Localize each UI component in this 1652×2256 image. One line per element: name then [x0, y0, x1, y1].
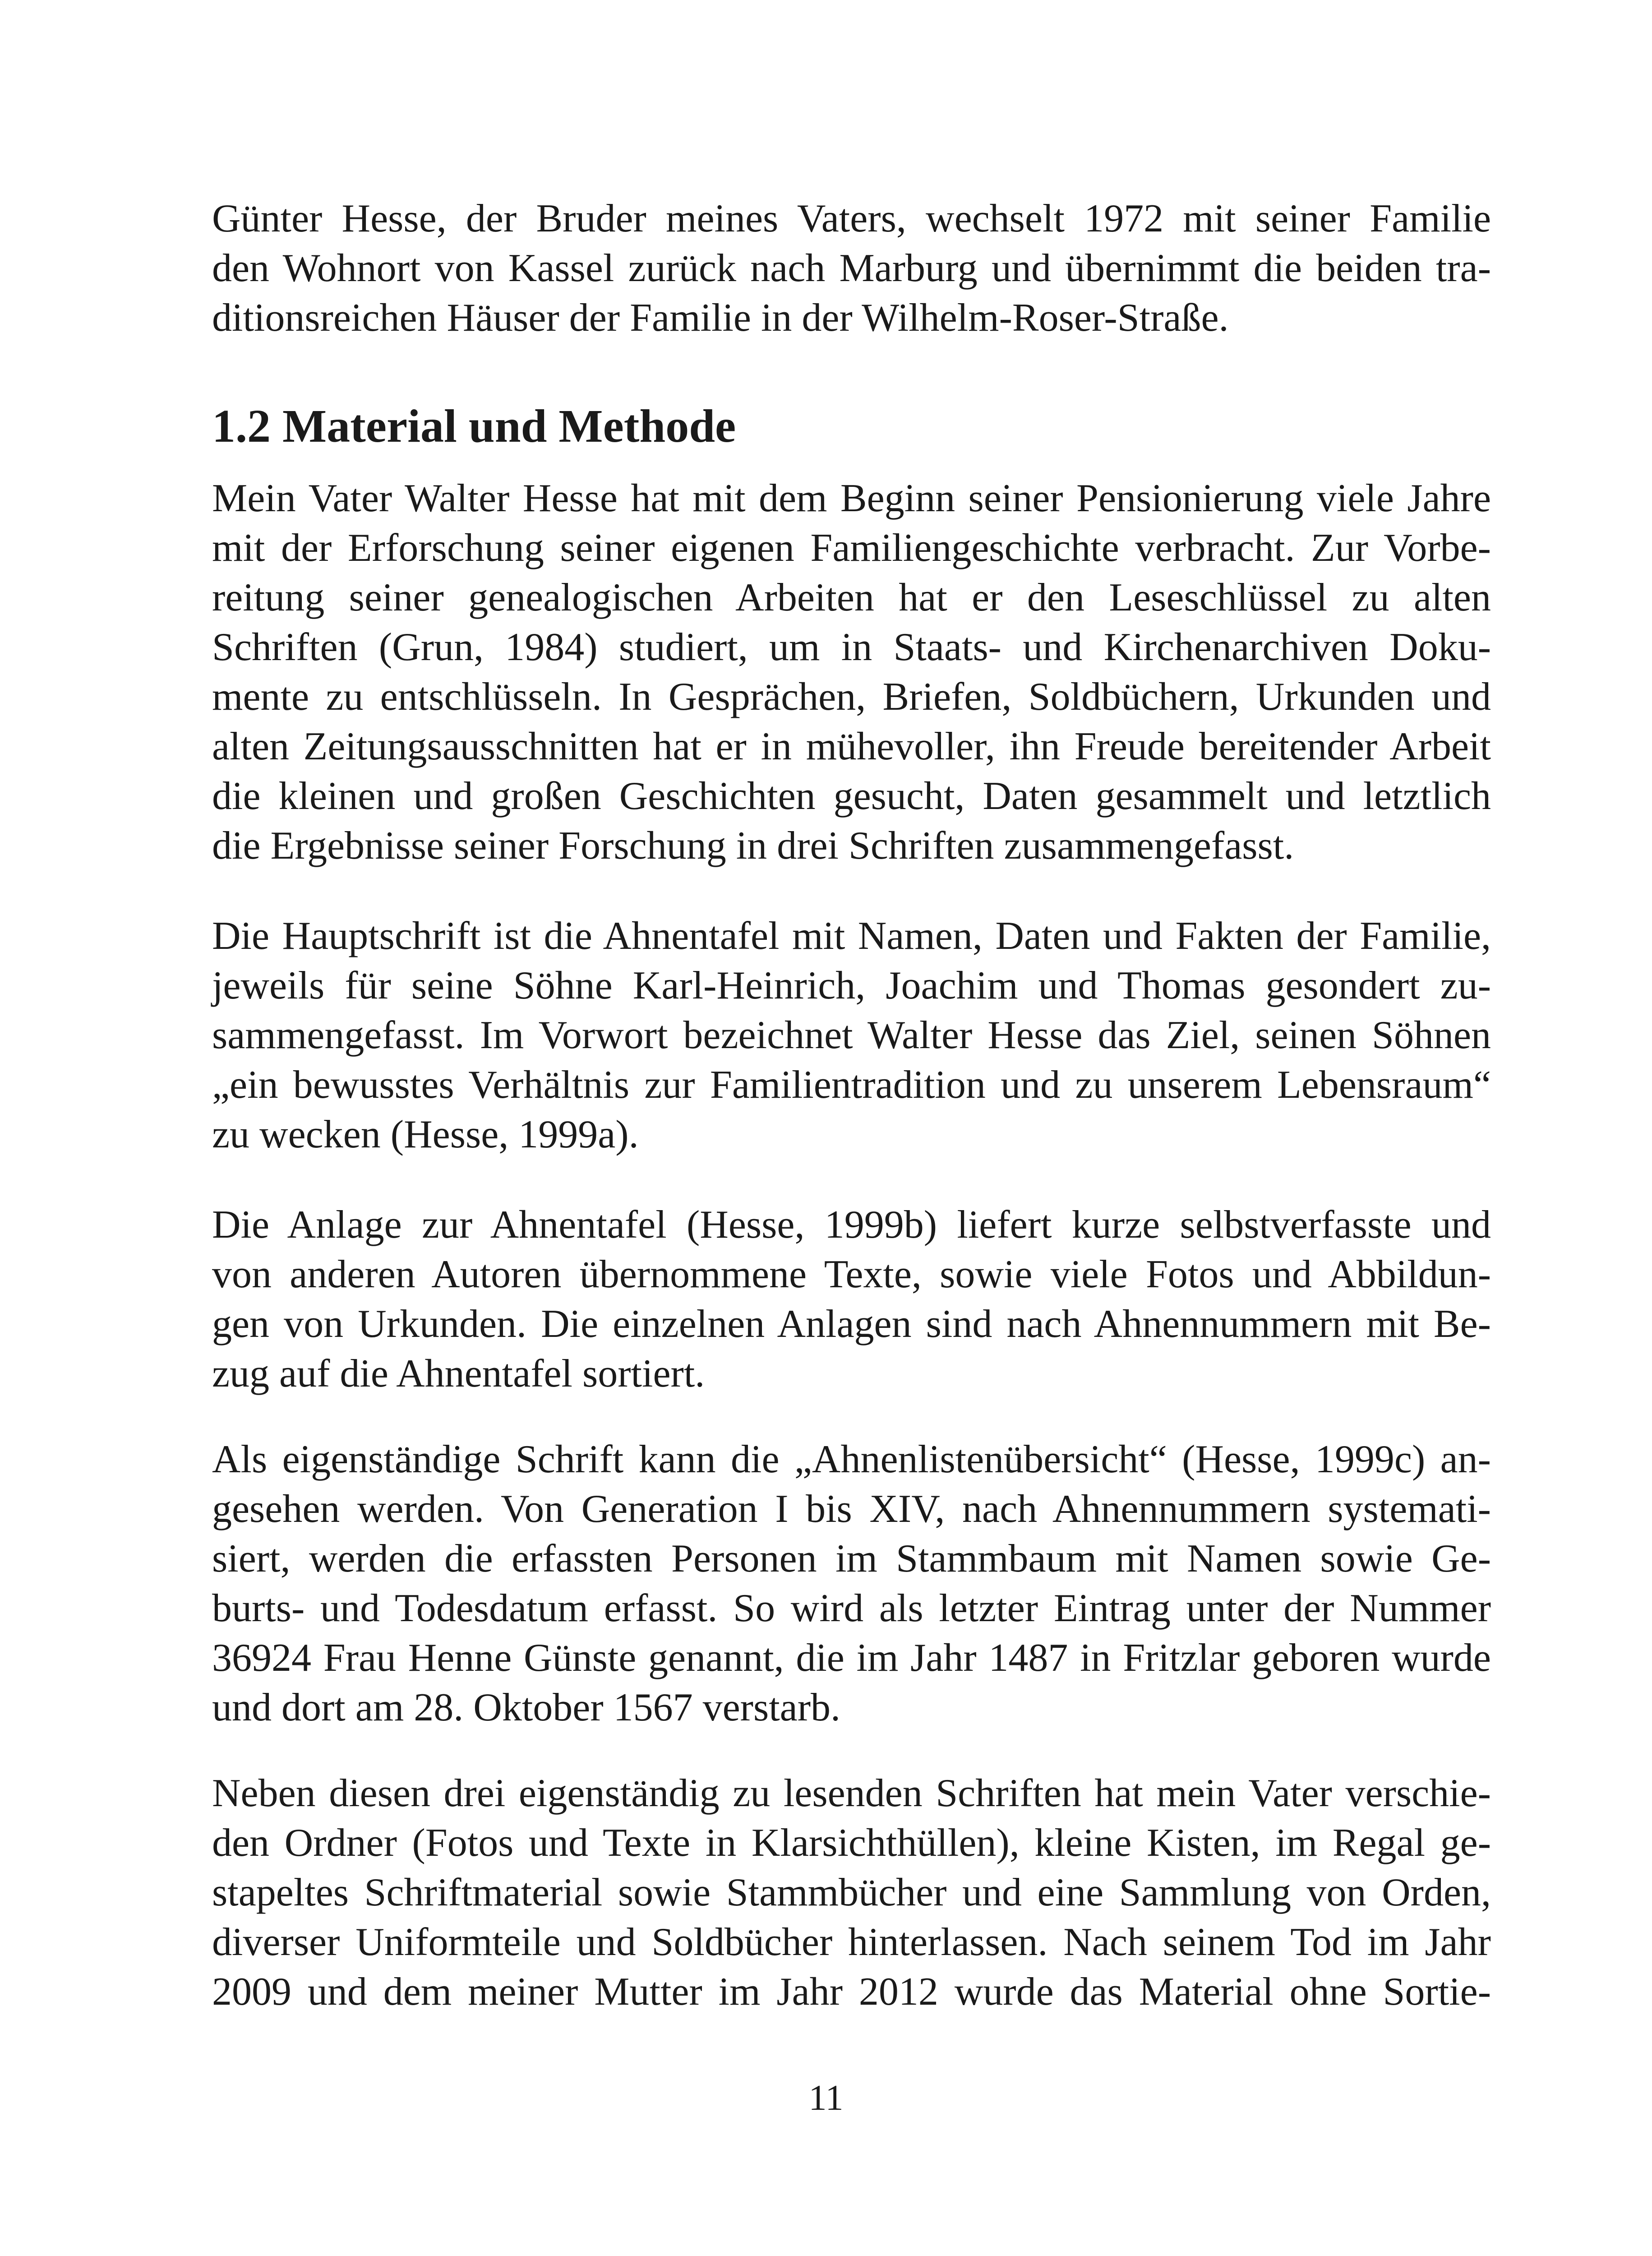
text-line: burts- und Todesdatum erfasst. So wird als letzter Eintrag unter der Nummer	[212, 1586, 1491, 1630]
text-line: ditionsreichen Häuser der Familie in der Wilhelm-Roser-Straße.	[212, 296, 1229, 340]
text-line: Mein Vater Walter Hesse hat mit dem Beginn seiner Pensionierung viele Jahre	[212, 476, 1491, 520]
text-line: Neben diesen drei eigenständig zu lesenden Schriften hat mein Vater verschie-	[212, 1771, 1491, 1815]
text-line: gen von Urkunden. Die einzelnen Anlagen sind nach Ahnennummern mit Be-	[212, 1302, 1491, 1346]
text-line: 2009 und dem meiner Mutter im Jahr 2012 wurde das Material ohne Sortie-	[212, 1970, 1491, 2014]
paragraph-2	[212, 911, 1491, 1160]
text-line: „ein bewusstes Verhältnis zur Familientradition und zu unserem Lebensraum“	[212, 1063, 1491, 1107]
text-line: alten Zeitungsausschnitten hat er in mühevoller, ihn Freude bereitender Arbeit	[212, 725, 1491, 768]
text-line: gesehen werden. Von Generation I bis XIV, nach Ahnennummern systemati-	[212, 1487, 1491, 1531]
text-line: die kleinen und großen Geschichten gesucht, Daten gesammelt und letztlich	[212, 774, 1491, 818]
section-heading: 1.2 Material und Methode	[212, 400, 736, 452]
text-line: den Wohnort von Kassel zurück nach Marburg und übernimmt die beiden tra-	[212, 246, 1491, 290]
text-line: stapeltes Schriftmaterial sowie Stammbücher und eine Sammlung von Orden,	[212, 1871, 1491, 1914]
paragraph-5	[212, 1769, 1491, 2017]
text-line: den Ordner (Fotos und Texte in Klarsichthüllen), kleine Kisten, im Regal ge-	[212, 1821, 1491, 1865]
text-line: mit der Erforschung seiner eigenen Familiengeschichte verbracht. Zur Vorbe-	[212, 526, 1491, 570]
text-line: siert, werden die erfassten Personen im Stammbaum mit Namen sowie Ge-	[212, 1537, 1491, 1581]
text-line: Als eigenständige Schrift kann die „Ahnenlistenübersicht“ (Hesse, 1999c) an-	[212, 1438, 1491, 1481]
text-line: Die Hauptschrift ist die Ahnentafel mit Namen, Daten und Fakten der Familie,	[212, 914, 1491, 958]
text-line: 36924 Frau Henne Günste genannt, die im Jahr 1487 in Fritzlar geboren wurde	[212, 1636, 1491, 1680]
paragraph-4	[212, 1435, 1491, 1733]
text-line: reitung seiner genealogischen Arbeiten hat er den Leseschlüssel zu alten	[212, 576, 1491, 619]
text-line: Günter Hesse, der Bruder meines Vaters, wechselt 1972 mit seiner Familie	[212, 197, 1491, 240]
text-line: jeweils für seine Söhne Karl-Heinrich, Joachim und Thomas gesondert zu-	[212, 964, 1491, 1008]
paragraph-3	[212, 1200, 1491, 1399]
text-line: mente zu entschlüsseln. In Gesprächen, Briefen, Soldbüchern, Urkunden und	[212, 675, 1491, 719]
page-number: 11	[808, 2078, 844, 2118]
paragraph-1	[212, 474, 1491, 871]
text-line: von anderen Autoren übernommene Texte, sowie viele Fotos und Abbildun-	[212, 1253, 1491, 1296]
text-line: Die Anlage zur Ahnentafel (Hesse, 1999b) liefert kurze selbstverfasste und	[212, 1203, 1491, 1247]
intro-paragraph	[212, 194, 1491, 343]
text-line: und dort am 28. Oktober 1567 verstarb.	[212, 1686, 841, 1729]
text-line: sammengefasst. Im Vorwort bezeichnet Walter Hesse das Ziel, seinen Söhnen	[212, 1013, 1491, 1057]
text-line: zu wecken (Hesse, 1999a).	[212, 1113, 639, 1156]
text-line: zug auf die Ahnentafel sortiert.	[212, 1352, 705, 1396]
text-line: die Ergebnisse seiner Forschung in drei Schriften zusammengefasst.	[212, 824, 1294, 868]
text-line: diverser Uniformteile und Soldbücher hinterlassen. Nach seinem Tod im Jahr	[212, 1920, 1491, 1964]
text-line: Schriften (Grun, 1984) studiert, um in Staats- und Kirchenarchiven Doku-	[212, 625, 1491, 669]
